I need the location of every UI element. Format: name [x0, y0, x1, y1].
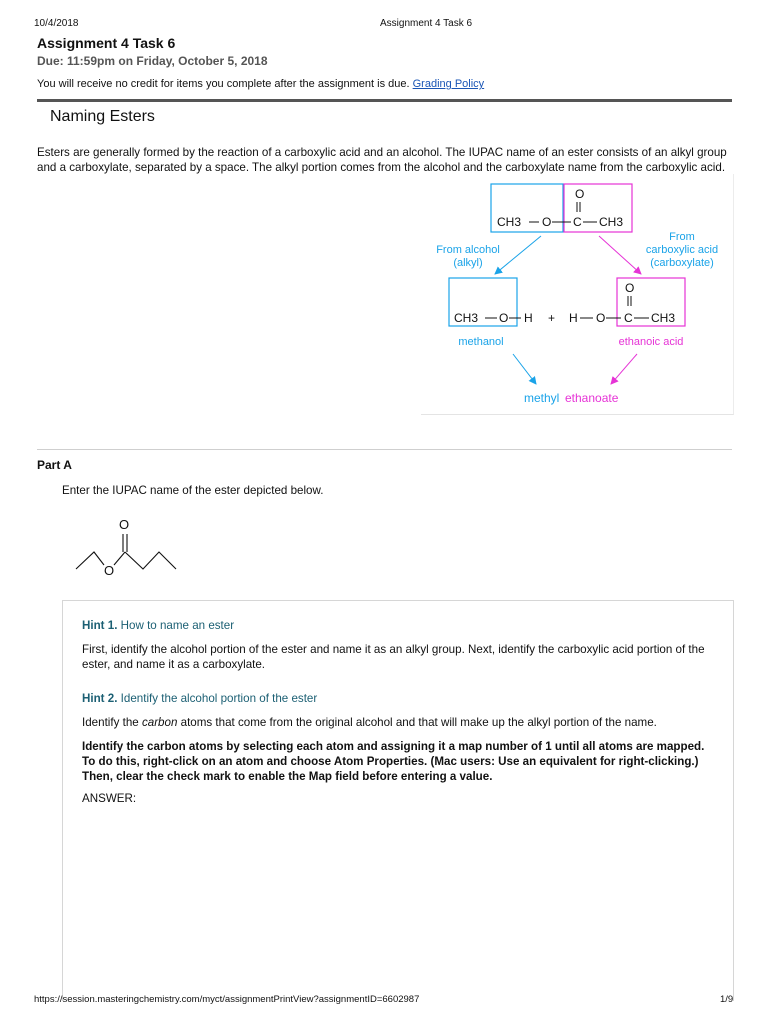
- plus-sign: +: [548, 311, 556, 325]
- ester-ch3-right: CH3: [599, 215, 624, 229]
- methanol-o: O: [499, 311, 509, 325]
- hint-2-toggle[interactable]: [82, 692, 317, 705]
- hint-2-body-em: carbon: [141, 716, 178, 729]
- hint-2-instructions: Identify the carbon atoms by selecting each atom and assigning it a map number of 1 until all atoms are mapped. To do this, right-click on an atom and choose Atom Properties. (Mac users: Use an equivalent for right-clicking.) Then, clear the check mark to enable the Map field before entering a value.: [82, 740, 705, 783]
- carbonyl-oxygen: O: [119, 517, 130, 532]
- ester-oxygen: O: [104, 563, 115, 578]
- hint-2-body-pre: Identify the: [82, 716, 142, 729]
- acid-ch3: CH3: [651, 311, 676, 325]
- label-acid-3: (carboxylate): [650, 257, 714, 269]
- acid-carbonyl-o: O: [625, 281, 635, 295]
- product-methyl: methyl: [524, 391, 560, 405]
- assignment-title: Assignment 4 Task 6: [37, 35, 176, 51]
- part-a-prompt: Enter the IUPAC name of the ester depicted below.: [62, 484, 324, 497]
- hint-2-number: Hint 2.: [82, 692, 118, 705]
- ester-formation-figure: [421, 174, 734, 415]
- hint-2-body-post: atoms that come from the original alcohol and that will make up the alkyl portion of the name.: [177, 716, 657, 729]
- label-alcohol-1: From alcohol: [436, 244, 500, 256]
- label-acid-1: From: [669, 231, 695, 243]
- name-methanol: methanol: [458, 336, 504, 348]
- header-divider: [37, 99, 732, 102]
- acid-c: C: [624, 311, 633, 325]
- grading-policy-link[interactable]: Grading Policy: [412, 78, 485, 90]
- product-ethanoate: ethanoate: [565, 391, 619, 405]
- print-date: 10/4/2018: [34, 18, 79, 29]
- section-title: Naming Esters: [50, 108, 155, 125]
- credit-notice-text: You will receive no credit for items you complete after the assignment is due.: [37, 78, 410, 90]
- arrow-acid: [599, 236, 641, 274]
- acid-o: O: [596, 311, 606, 325]
- acid-h: H: [569, 311, 578, 325]
- credit-notice: [37, 78, 484, 90]
- hint-1-number: Hint 1.: [82, 619, 118, 632]
- methanol-h: H: [524, 311, 533, 325]
- label-alcohol-2: (alkyl): [453, 257, 483, 269]
- section-separator: [37, 449, 732, 450]
- hint-1-toggle[interactable]: [82, 619, 234, 632]
- label-acid-2: carboxylic acid: [645, 244, 719, 256]
- ester-c: C: [573, 215, 582, 229]
- methanol-ch3: CH3: [454, 311, 479, 325]
- part-a-label: Part A: [37, 458, 72, 472]
- ester-carbonyl-o: O: [575, 187, 585, 201]
- ester-ch3-left: CH3: [497, 215, 522, 229]
- answer-label: ANSWER:: [82, 792, 137, 805]
- arrow-to-product-carboxylate: [611, 354, 637, 384]
- ester-o: O: [542, 215, 552, 229]
- ester-skeletal-structure: [70, 512, 190, 582]
- due-date: Due: 11:59pm on Friday, October 5, 2018: [37, 54, 268, 68]
- arrow-alcohol: [495, 236, 541, 274]
- hint-2-body: [82, 715, 712, 730]
- footer-url: https://session.masteringchemistry.com/myct/assignmentPrintView?assignmentID=6602987: [34, 994, 420, 1005]
- arrow-to-product-alkyl: [513, 354, 536, 384]
- footer-page-number: 1/9: [720, 994, 734, 1005]
- skeletal-molecule-svg: [70, 512, 190, 582]
- hint-2-title: Identify the alcohol portion of the ester: [120, 692, 318, 705]
- intro-paragraph: Esters are generally formed by the reaction of a carboxylic acid and an alcohol. The IUPAC name of an ester consists of an alkyl group and a carboxylate, separated by a space. The alkyl portion comes from the alcohol and the carboxylate name from the carboxylic acid.: [37, 146, 727, 174]
- print-title: Assignment 4 Task 6: [380, 18, 473, 29]
- name-ethanoic-acid: ethanoic acid: [618, 336, 684, 348]
- hint-1-title: How to name an ester: [120, 619, 235, 632]
- hint-1-body: First, identify the alcohol portion of the ester and name it as an alkyl group. Next, identify the carboxylic acid portion of the ester, and name it as a carboxylate.: [82, 643, 705, 671]
- ester-diagram: [421, 174, 733, 414]
